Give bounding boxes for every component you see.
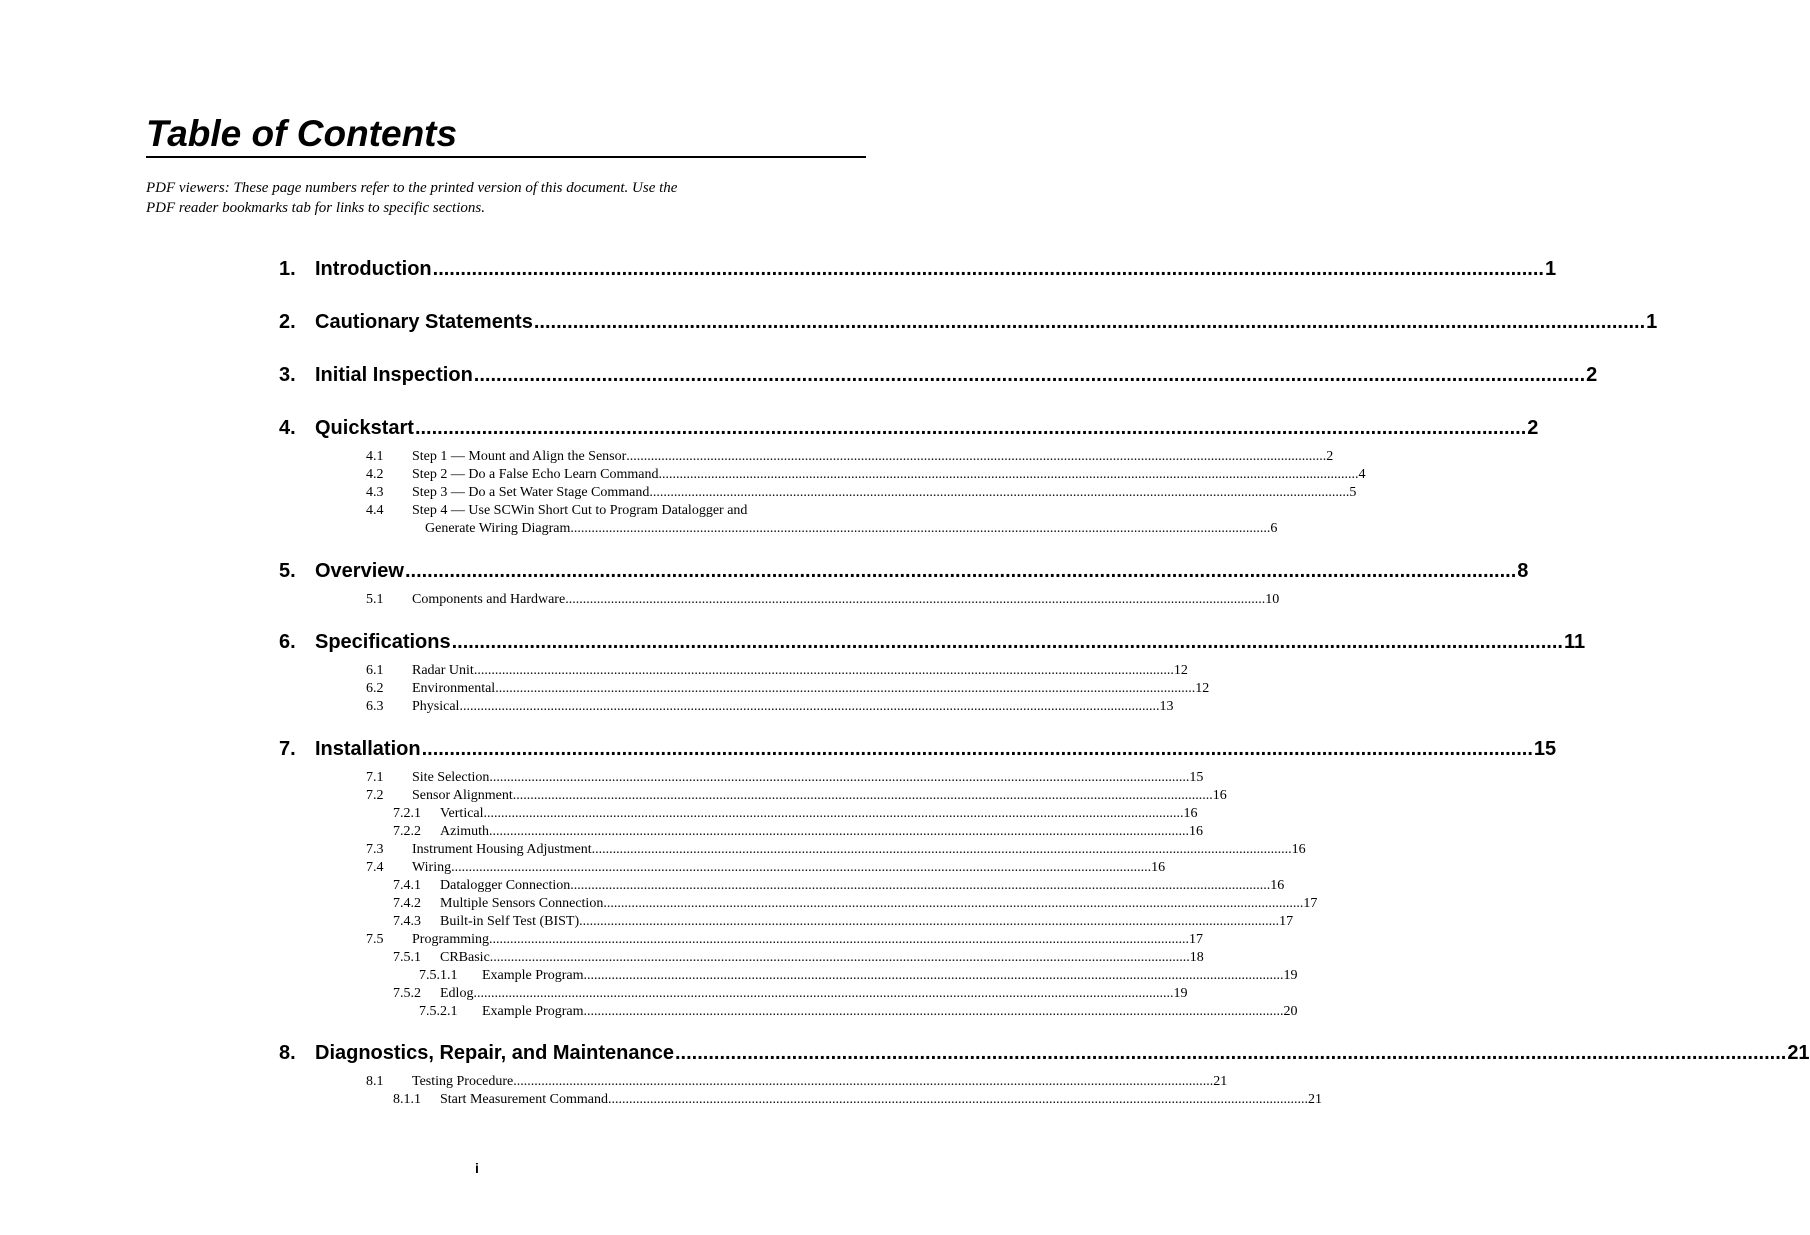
entry-title: Sensor Alignment — [412, 788, 513, 803]
section-title: Specifications — [315, 631, 451, 653]
toc-entry[interactable] — [366, 931, 1203, 949]
entry-number: 7.5.1 — [393, 950, 421, 965]
entry-page-number: 19 — [1283, 968, 1298, 983]
section-number: 6. — [279, 631, 296, 653]
dot-leader: ........................................................................................................................................................................................................ — [658, 467, 1359, 482]
section-number: 8. — [279, 1042, 296, 1064]
entry-number: 4.1 — [366, 449, 384, 464]
entry-title: Radar Unit — [412, 663, 474, 678]
entry-page-number: 4 — [1358, 467, 1366, 482]
entry-page-number: 15 — [1189, 770, 1204, 785]
entry-number: 7.5.2.1 — [419, 1004, 458, 1019]
entry-page-number: 6 — [1270, 521, 1278, 536]
section-page-number: 21 — [1787, 1042, 1810, 1064]
section-page-number: 8 — [1517, 560, 1529, 582]
section-title: Introduction — [315, 258, 432, 280]
entry-title: Built-in Self Test (BIST) — [440, 914, 580, 929]
entry-number: 7.5.2 — [393, 986, 421, 1001]
entry-page-number: 5 — [1349, 485, 1357, 500]
toc-entry[interactable] — [419, 1003, 1298, 1021]
section-number: 3. — [279, 364, 296, 386]
page-number-footer: i — [475, 1160, 479, 1176]
dot-leader: ........................................................................................................................................................................................................ — [451, 860, 1152, 875]
dot-leader: ........................................................................................................................................................................................................ — [473, 663, 1174, 678]
dot-leader: ........................................................................................................................................................................................................ — [512, 788, 1213, 803]
toc-entry[interactable] — [393, 985, 1188, 1003]
entry-title: Datalogger Connection — [440, 878, 571, 893]
section-number: 2. — [279, 311, 296, 333]
entry-number: 4.4 — [366, 503, 384, 518]
entry-number: 5.1 — [366, 592, 384, 607]
entry-title: Azimuth — [440, 824, 489, 839]
dot-leader: ........................................................................................................................................................................................................ — [489, 824, 1189, 839]
entry-title: Edlog — [440, 986, 474, 1001]
entry-page-number: 21 — [1307, 1092, 1322, 1107]
toc-entry[interactable] — [366, 698, 1174, 716]
dot-leader: ........................................................................................................................................................................................................ — [432, 258, 1544, 280]
entry-number: 7.2.1 — [393, 806, 421, 821]
section-title: Installation — [315, 738, 421, 760]
entry-number: 7.4.2 — [393, 896, 421, 911]
dot-leader: ........................................................................................................................................................................................................ — [565, 592, 1266, 607]
entry-number: 7.3 — [366, 842, 384, 857]
dot-leader: ........................................................................................................................................................................................................ — [570, 878, 1271, 893]
dot-leader: ........................................................................................................................................................................................................ — [489, 932, 1189, 947]
entry-title: Testing Procedure — [412, 1074, 514, 1089]
toc-section-8[interactable] — [279, 1039, 1810, 1067]
page-title: Table of Contents — [146, 113, 458, 154]
entry-number: 7.4.3 — [393, 914, 421, 929]
toc-section-1[interactable] — [279, 255, 1557, 283]
entry-number: 6.3 — [366, 699, 384, 714]
entry-title: Start Measurement Command — [440, 1092, 608, 1107]
entry-page-number: 16 — [1151, 860, 1166, 875]
toc-entry[interactable] — [366, 1073, 1228, 1091]
entry-number: 7.4.1 — [393, 878, 421, 893]
toc-entry[interactable] — [366, 859, 1166, 877]
entry-number: 4.2 — [366, 467, 384, 482]
section-title: Quickstart — [315, 417, 414, 439]
toc-entry[interactable] — [366, 787, 1227, 805]
toc-entry[interactable] — [366, 502, 1278, 536]
entry-title: CRBasic — [440, 950, 490, 965]
section-title: Diagnostics, Repair, and Maintenance — [315, 1042, 674, 1064]
toc-entry[interactable] — [366, 466, 1366, 484]
dot-leader: ........................................................................................................................................................................................................ — [513, 1074, 1214, 1089]
entry-number: 7.4 — [366, 860, 384, 875]
entry-page-number: 12 — [1195, 681, 1210, 696]
entry-title: Vertical — [440, 806, 484, 821]
entry-title: Step 1 — Mount and Align the Sensor — [412, 449, 627, 464]
section-title: Overview — [315, 560, 404, 582]
entry-title: Step 4 — Use SCWin Short Cut to Program Datalogger and — [412, 503, 748, 518]
toc-entry[interactable] — [393, 877, 1285, 895]
entry-number: 7.2.2 — [393, 824, 421, 839]
dot-leader: ........................................................................................................................................................................................................ — [421, 738, 1533, 760]
entry-page-number: 19 — [1173, 986, 1188, 1001]
entry-number: 6.2 — [366, 681, 384, 696]
entry-title-continued: Generate Wiring Diagram — [425, 521, 571, 536]
entry-number: 7.1 — [366, 770, 384, 785]
toc-section-7[interactable] — [279, 735, 1557, 763]
entry-title: Components and Hardware — [412, 592, 566, 607]
section-page-number: 11 — [1563, 631, 1586, 653]
entry-title: Wiring — [412, 860, 452, 875]
entry-number: 7.5.1.1 — [419, 968, 458, 983]
title-rule — [146, 156, 866, 158]
section-title: Initial Inspection — [315, 364, 473, 386]
toc-entry[interactable] — [366, 591, 1280, 609]
entry-title: Physical — [412, 699, 460, 714]
dot-leader: ........................................................................................................................................................................................................ — [489, 950, 1190, 965]
entry-number: 8.1 — [366, 1074, 384, 1089]
toc-section-6[interactable] — [279, 628, 1586, 656]
entry-page-number: 18 — [1189, 950, 1204, 965]
entry-page-number: 17 — [1189, 932, 1203, 947]
toc-entry[interactable] — [393, 913, 1294, 931]
entry-title: Example Program — [482, 1004, 584, 1019]
entry-title: Site Selection — [412, 770, 490, 785]
dot-leader: ........................................................................................................................................................................................................ — [451, 631, 1563, 653]
toc-entry[interactable] — [366, 680, 1210, 698]
entry-title: Environmental — [412, 681, 496, 696]
toc-entry[interactable] — [366, 841, 1306, 859]
section-number: 1. — [279, 258, 296, 280]
pdf-viewer-note — [146, 178, 796, 218]
toc-entry[interactable] — [366, 448, 1334, 466]
dot-leader: ........................................................................................................................................................................................................ — [583, 968, 1284, 983]
dot-leader: ........................................................................................................................................................................................................ — [626, 449, 1327, 464]
entry-title: Instrument Housing Adjustment — [412, 842, 592, 857]
entry-page-number: 10 — [1265, 592, 1280, 607]
entry-page-number: 12 — [1173, 663, 1188, 678]
entry-title: Example Program — [482, 968, 584, 983]
toc-section-2[interactable] — [279, 308, 1658, 336]
toc-entry[interactable] — [366, 769, 1204, 787]
dot-leader: ........................................................................................................................................................................................................ — [473, 364, 1586, 386]
dot-leader: ........................................................................................................................................................................................................ — [459, 699, 1160, 714]
entry-page-number: 16 — [1291, 842, 1306, 857]
entry-title: Step 3 — Do a Set Water Stage Command — [412, 485, 650, 500]
entry-page-number: 17 — [1303, 896, 1318, 911]
entry-page-number: 16 — [1183, 806, 1198, 821]
entry-page-number: 13 — [1159, 699, 1174, 714]
entry-number: 7.2 — [366, 788, 384, 803]
section-page-number: 1 — [1646, 311, 1658, 333]
entry-number: 7.5 — [366, 932, 384, 947]
dot-leader: ........................................................................................................................................................................................................ — [579, 914, 1280, 929]
toc-section-5[interactable] — [279, 557, 1529, 585]
dot-leader: ........................................................................................................................................................................................................ — [533, 311, 1646, 333]
dot-leader: ........................................................................................................................................................................................................ — [649, 485, 1350, 500]
toc-entry[interactable] — [393, 805, 1198, 823]
dot-leader: ........................................................................................................................................................................................................ — [570, 521, 1271, 536]
dot-leader: ........................................................................................................................................................................................................ — [495, 681, 1196, 696]
entry-page-number: 16 — [1270, 878, 1285, 893]
dot-leader: ........................................................................................................................................................................................................ — [603, 896, 1304, 911]
entry-number: 4.3 — [366, 485, 384, 500]
toc-entry[interactable] — [393, 949, 1204, 967]
dot-leader: ........................................................................................................................................................................................................ — [583, 1004, 1284, 1019]
toc-entry[interactable] — [393, 895, 1318, 913]
dot-leader: ........................................................................................................................................................................................................ — [404, 560, 1517, 582]
toc-entry[interactable] — [419, 967, 1298, 985]
dot-leader: ........................................................................................................................................................................................................ — [414, 417, 1527, 439]
toc-section-3[interactable] — [279, 361, 1598, 389]
section-number: 5. — [279, 560, 296, 582]
section-page-number: 2 — [1586, 364, 1598, 386]
toc-entry[interactable] — [393, 823, 1203, 841]
entry-page-number: 16 — [1212, 788, 1227, 803]
toc-section-4[interactable] — [279, 414, 1539, 442]
dot-leader: ........................................................................................................................................................................................................ — [473, 986, 1174, 1001]
dot-leader: ........................................................................................................................................................................................................ — [483, 806, 1184, 821]
section-page-number: 2 — [1527, 417, 1539, 439]
section-page-number: 1 — [1544, 258, 1557, 280]
section-title: Cautionary Statements — [315, 311, 533, 333]
entry-page-number: 16 — [1189, 824, 1203, 839]
entry-number: 8.1.1 — [393, 1092, 421, 1107]
toc-entry[interactable] — [366, 662, 1188, 680]
dot-leader: ........................................................................................................................................................................................................ — [674, 1042, 1787, 1064]
toc-entry[interactable] — [366, 484, 1357, 502]
entry-page-number: 21 — [1213, 1074, 1228, 1089]
entry-page-number: 20 — [1283, 1004, 1298, 1019]
entry-title: Programming — [412, 932, 489, 947]
entry-page-number: 2 — [1326, 449, 1334, 464]
entry-title: Step 2 — Do a False Echo Learn Command — [412, 467, 659, 482]
entry-number: 6.1 — [366, 663, 384, 678]
note-line-1: PDF viewers: These page numbers refer to the printed version of this document. Use the — [146, 180, 678, 196]
section-page-number: 15 — [1533, 738, 1557, 760]
dot-leader: ........................................................................................................................................................................................................ — [591, 842, 1292, 857]
entry-page-number: 17 — [1279, 914, 1294, 929]
section-number: 4. — [279, 417, 296, 439]
note-line-2: PDF reader bookmarks tab for links to specific sections. — [146, 200, 485, 216]
entry-title: Multiple Sensors Connection — [440, 896, 604, 911]
dot-leader: ........................................................................................................................................................................................................ — [607, 1092, 1308, 1107]
toc-entry[interactable] — [393, 1091, 1322, 1109]
dot-leader: ........................................................................................................................................................................................................ — [489, 770, 1190, 785]
section-number: 7. — [279, 738, 296, 760]
